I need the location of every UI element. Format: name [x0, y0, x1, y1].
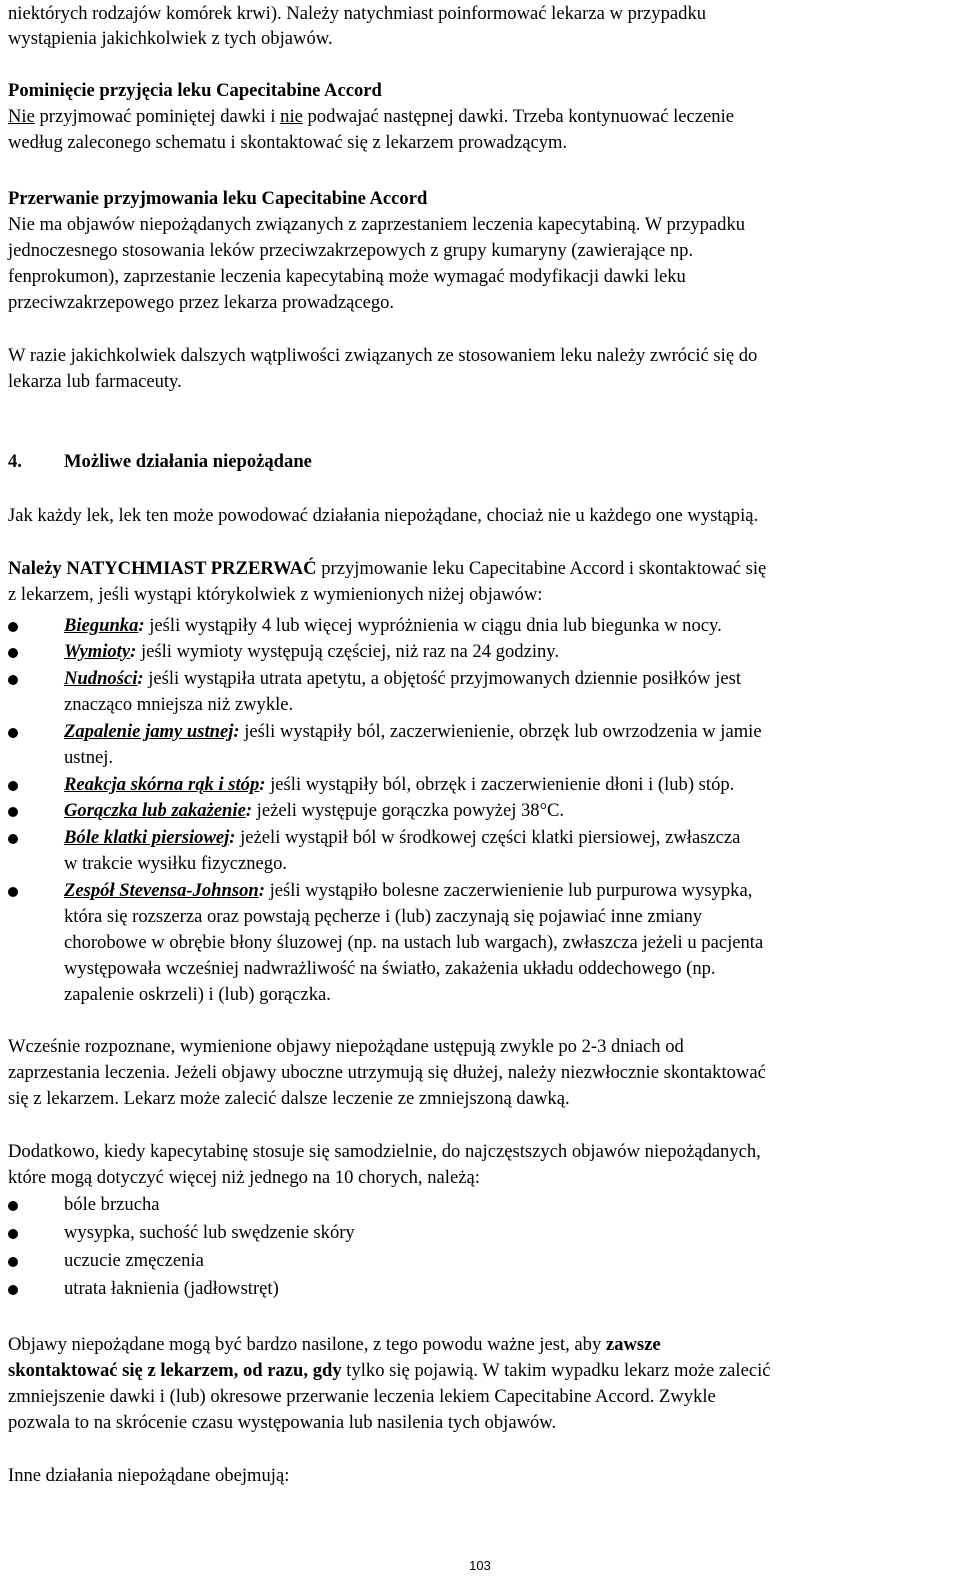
list-item-cont: ustnej. — [64, 747, 114, 768]
list-item — [64, 879, 752, 903]
list-item — [64, 720, 762, 744]
list-item-cont: która się rozszerza oraz powstają pęcherze i (lub) zaczynają się pojawiać inne zmiany — [64, 906, 703, 927]
list-item: wysypka, suchość lub swędzenie skóry — [64, 1222, 355, 1243]
term-sep: : — [258, 880, 265, 901]
term: Nudności — [64, 668, 138, 689]
underlined-word: Nie — [8, 106, 35, 127]
list-item-cont: występowała wcześniej nadwrażliwość na światło, zakażenia układu oddechowego (np. — [64, 958, 716, 979]
list-item — [64, 614, 722, 638]
term: Wymioty — [64, 641, 131, 662]
bullet-icon — [8, 648, 18, 658]
item-text: jeśli wystąpiły ból, zaczerwienienie, obrzęk lub owrzodzenia w jamie — [239, 721, 762, 742]
item-text: jeśli wystąpiło bolesne zaczerwienienie lub purpurowa wysypka, — [264, 880, 753, 901]
item-text: jeżeli wystąpił ból w środkowej części klatki piersiowej, zwłaszcza — [235, 827, 741, 848]
paragraph-line: wystąpienia jakichkolwiek z tych objawów. — [8, 28, 333, 49]
list-item — [64, 667, 741, 691]
paragraph-line: Dodatkowo, kiedy kapecytabinę stosuje się samodzielnie, do najczęstszych objawów niepożądanych, — [8, 1141, 761, 1162]
term: Gorączka lub zakażenie — [64, 800, 246, 821]
term-sep: : — [130, 641, 137, 662]
bullet-icon — [8, 1229, 18, 1239]
paragraph-line: fenprokumon), zaprzestanie leczenia kapecytabiną może wymagać modyfikacji dawki leku — [8, 266, 686, 287]
term: Bóle klatki piersiowej — [64, 827, 230, 848]
bullet-icon — [8, 834, 18, 844]
bullet-icon — [8, 887, 18, 897]
bullet-icon — [8, 1285, 18, 1295]
paragraph-line: zmniejszenie dawki i (lub) okresowe przerwanie leczenia lekiem Capecitabine Accord. Zwykle — [8, 1386, 716, 1407]
paragraph-line: Inne działania niepożądane obejmują: — [8, 1465, 290, 1486]
paragraph-line: Jak każdy lek, lek ten może powodować działania niepożądane, chociaż nie u każdego one wystąpią. — [8, 505, 759, 526]
item-text: jeśli wystąpiły 4 lub więcej wypróżnienia w ciągu dnia lub biegunka w nocy. — [144, 615, 722, 636]
paragraph-line — [8, 1333, 661, 1357]
paragraph-line: według zaleconego schematu i skontaktować się z lekarzem prowadzącym. — [8, 132, 568, 153]
list-item-cont: chorobowe w obrębie błony śluzowej (np. na ustach lub wargach), zwłaszcza jeżeli u pacjenta — [64, 932, 764, 953]
term-sep: : — [233, 721, 240, 742]
section-title: Możliwe działania niepożądane — [64, 451, 312, 472]
paragraph-line: W razie jakichkolwiek dalszych wątpliwości związanych ze stosowaniem leku należy zwrócić się do — [8, 345, 758, 366]
list-item — [64, 826, 740, 850]
section-heading-stopping: Przerwanie przyjmowania leku Capecitabine Accord — [8, 188, 428, 209]
paragraph-line: przeciwzakrzepowego przez lekarza prowadzącego. — [8, 292, 395, 313]
item-text: jeżeli występuje gorączka powyżej 38°C. — [252, 800, 565, 821]
paragraph-line: jednoczesnego stosowania leków przeciwzakrzepowych z grupy kumaryny (zawierające np. — [8, 240, 694, 261]
bullet-icon — [8, 728, 18, 738]
term-sep: : — [229, 827, 236, 848]
list-item-cont: znacząco mniejsza niż zwykle. — [64, 694, 294, 715]
warning-emphasis: Należy NATYCHMIAST PRZERWAĆ — [8, 558, 317, 579]
list-item-cont: w trakcie wysiłku fizycznego. — [64, 853, 288, 874]
item-text: jeśli wymioty występują częściej, niż raz na 24 godziny. — [136, 641, 560, 662]
text-run: przyjmowanie leku Capecitabine Accord i skontaktować się — [316, 558, 767, 579]
text-run: przyjmować pominiętej dawki i — [34, 106, 281, 127]
term-sep: : — [245, 800, 253, 821]
paragraph-line: się z lekarzem. Lekarz może zalecić dalsze leczenie ze zmniejszoną dawką. — [8, 1088, 570, 1109]
term: Zespół Stevensa-Johnson — [64, 880, 259, 901]
paragraph-line: które mogą dotyczyć więcej niż jednego na 10 chorych, należą: — [8, 1167, 480, 1188]
section-heading-missed-dose: Pominięcie przyjęcia leku Capecitabine Accord — [8, 80, 382, 101]
term: Reakcja skórna rąk i stóp — [64, 774, 260, 795]
paragraph-line: z lekarzem, jeśli wystąpi którykolwiek z wymienionych niżej objawów: — [8, 584, 543, 605]
list-item — [64, 640, 559, 664]
paragraph-line: Nie ma objawów niepożądanych związanych z zaprzestaniem leczenia kapecytabiną. W przypadku — [8, 214, 746, 235]
paragraph-line: zaprzestania leczenia. Jeżeli objawy uboczne utrzymują się dłużej, należy niezwłocznie skontaktować — [8, 1062, 766, 1083]
text-run: Objawy niepożądane mogą być bardzo nasilone, z tego powodu ważne jest, aby — [8, 1334, 606, 1355]
list-item: bóle brzucha — [64, 1194, 160, 1215]
term-sep: : — [137, 668, 144, 689]
paragraph-line: Wcześnie rozpoznane, wymienione objawy niepożądane ustępują zwykle po 2-3 dniach od — [8, 1036, 684, 1057]
item-text: jeśli wystąpiły ból, obrzęk i zaczerwienienie dłoni i (lub) stóp. — [265, 774, 735, 795]
page-number: 103 — [469, 1558, 491, 1573]
underlined-word: nie — [280, 106, 303, 127]
paragraph-line — [8, 105, 734, 129]
bullet-icon — [8, 781, 18, 791]
bullet-icon — [8, 675, 18, 685]
bullet-icon — [8, 1201, 18, 1211]
bullet-icon — [8, 807, 18, 817]
emphasis: zawsze — [605, 1334, 661, 1355]
text-run: podwajać następnej dawki. Trzeba kontynuować leczenie — [302, 106, 734, 127]
item-text: jeśli wystąpiła utrata apetytu, a objętość przyjmowanych dziennie posiłków jest — [143, 668, 741, 689]
paragraph-line — [8, 1359, 771, 1383]
list-item: uczucie zmęczenia — [64, 1250, 204, 1271]
paragraph-line: pozwala to na skrócenie czasu występowania lub nasilenia tych objawów. — [8, 1412, 557, 1433]
paragraph-line — [8, 557, 766, 581]
paragraph-line: niektórych rodzajów komórek krwi). Należy natychmiast poinformować lekarza w przypadku — [8, 3, 707, 24]
term-sep: : — [259, 774, 266, 795]
term-sep: : — [138, 615, 145, 636]
section-number: 4. — [8, 451, 22, 472]
bullet-icon — [8, 622, 18, 632]
text-run: tylko się pojawią. W takim wypadku lekarz może zalecić — [341, 1360, 771, 1381]
term: Zapalenie jamy ustnej — [64, 721, 234, 742]
list-item — [64, 773, 734, 797]
bullet-icon — [8, 1257, 18, 1267]
list-item-cont: zapalenie oskrzeli) i (lub) gorączka. — [64, 984, 331, 1005]
list-item: utrata łaknienia (jadłowstręt) — [64, 1278, 279, 1299]
paragraph-line: lekarza lub farmaceuty. — [8, 371, 182, 392]
list-item — [64, 799, 564, 823]
term: Biegunka — [64, 615, 139, 636]
emphasis: skontaktować się z lekarzem, od razu, gdy — [8, 1360, 342, 1381]
